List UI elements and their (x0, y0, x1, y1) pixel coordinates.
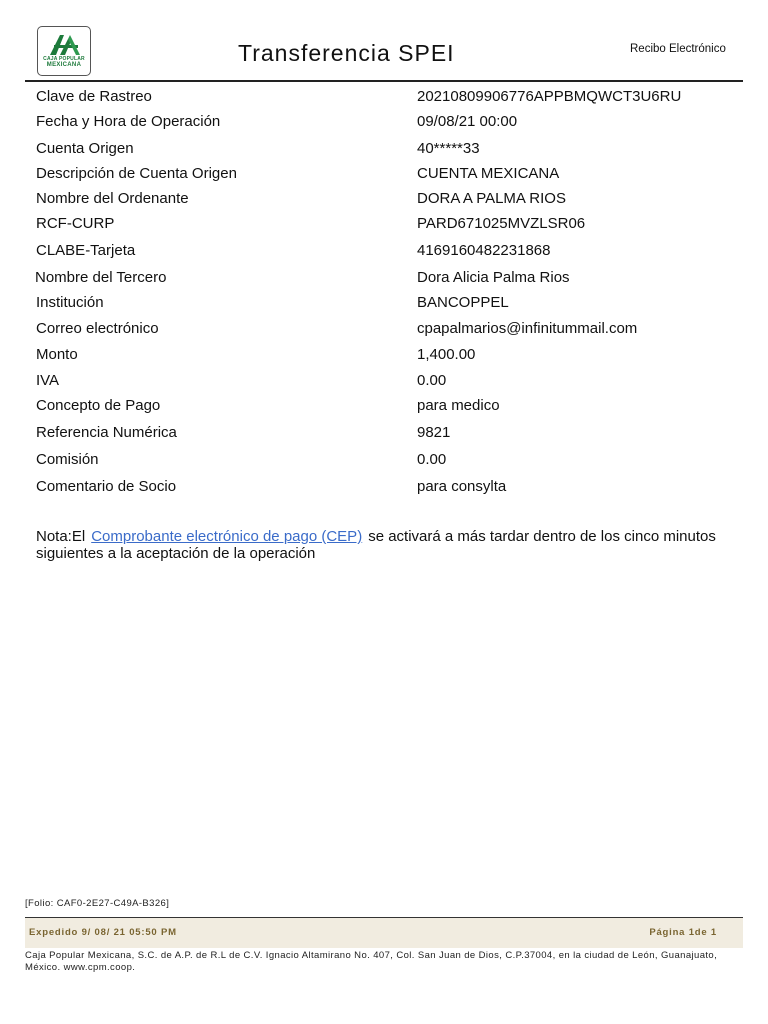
company-address: Caja Popular Mexicana, S.C. de A.P. de R.L de C.V. Ignacio Altamirano No. 407, Col. San Juan de Dios, C.P.37004, en la ciudad de León, Guanajuato, México. www.cpm.coop. (25, 950, 718, 973)
detail-label: Institución (36, 294, 104, 311)
detail-row-concepto (0, 397, 768, 419)
header-divider (25, 80, 743, 82)
detail-value: 0.00 (417, 372, 447, 389)
detail-value: 40*****33 (417, 140, 480, 157)
detail-row-iva (0, 372, 768, 394)
logo-text-line1: CAJA POPULAR (43, 56, 85, 62)
detail-value: Dora Alicia Palma Rios (417, 269, 570, 286)
detail-row-cuenta-origen (0, 140, 768, 162)
note-text: se activará a más tardar dentro de los cinco minutos siguientes a la aceptación de la operación (36, 528, 716, 562)
detail-row-clave-rastreo (0, 88, 768, 110)
detail-label: Comentario de Socio (36, 478, 177, 495)
page-title: Transferencia SPEI (238, 40, 455, 66)
detail-row-comision (0, 451, 768, 473)
detail-value: CUENTA MEXICANA (417, 165, 560, 182)
detail-label: CLABE-Tarjeta (36, 242, 136, 259)
detail-value: 20210809906776APPBMQWCT3U6RU (417, 88, 682, 105)
detail-value: para consylta (417, 478, 507, 495)
detail-row-tercero (0, 269, 768, 291)
detail-value: DORA A PALMA RIOS (417, 190, 566, 207)
logo-text-line2: MEXICANA (46, 62, 82, 68)
cep-note (36, 528, 716, 562)
page-indicator: Página 1de 1 (649, 927, 717, 938)
detail-row-comentario (0, 478, 768, 500)
detail-row-monto (0, 346, 768, 368)
detail-value: 9821 (417, 424, 451, 441)
detail-value: BANCOPPEL (417, 294, 509, 311)
detail-label: Fecha y Hora de Operación (36, 113, 221, 130)
issued-timestamp: Expedido 9/ 08/ 21 05:50 PM (29, 927, 177, 938)
detail-value: 4169160482231868 (417, 242, 551, 259)
detail-label: Clave de Rastreo (36, 88, 152, 105)
detail-label: Nombre del Ordenante (36, 190, 189, 207)
detail-label: Monto (36, 346, 78, 363)
receipt-header (0, 0, 768, 82)
detail-row-ordenante (0, 190, 768, 212)
detail-label: Cuenta Origen (36, 140, 134, 157)
cep-link[interactable]: Comprobante electrónico de pago (CEP) (91, 528, 363, 545)
detail-row-referencia (0, 424, 768, 446)
detail-label: Concepto de Pago (36, 397, 161, 414)
detail-value: para medico (417, 397, 500, 414)
detail-value: PARD671025MVZLSR06 (417, 215, 586, 232)
caja-popular-logo (37, 26, 91, 76)
detail-label: IVA (36, 372, 60, 389)
detail-row-institucion (0, 294, 768, 316)
folio-id: [Folio: CAF0-2E27-C49A-B326] (25, 898, 170, 909)
footer-band (25, 918, 743, 948)
detail-label: Descripción de Cuenta Origen (36, 165, 237, 182)
detail-row-fecha-hora (0, 113, 768, 135)
detail-row-rfc-curp (0, 215, 768, 237)
detail-label: RCF-CURP (36, 215, 115, 232)
detail-label: Referencia Numérica (36, 424, 177, 441)
receipt-type-label: Recibo Electrónico (630, 43, 726, 55)
detail-label: Correo electrónico (36, 320, 159, 337)
detail-value: 1,400.00 (417, 346, 476, 363)
detail-label: Comisión (36, 451, 99, 468)
detail-row-correo (0, 320, 768, 342)
note-prefix: Nota:El (36, 528, 86, 545)
detail-row-descripcion-cuenta (0, 165, 768, 187)
detail-label: Nombre del Tercero (35, 269, 167, 286)
detail-value: 0.00 (417, 451, 447, 468)
detail-value: 09/08/21 00:00 (417, 113, 518, 130)
detail-value: cpapalmarios@infinitummail.com (417, 320, 638, 337)
detail-row-clabe-tarjeta (0, 242, 768, 264)
logo-mark-icon (48, 31, 82, 57)
